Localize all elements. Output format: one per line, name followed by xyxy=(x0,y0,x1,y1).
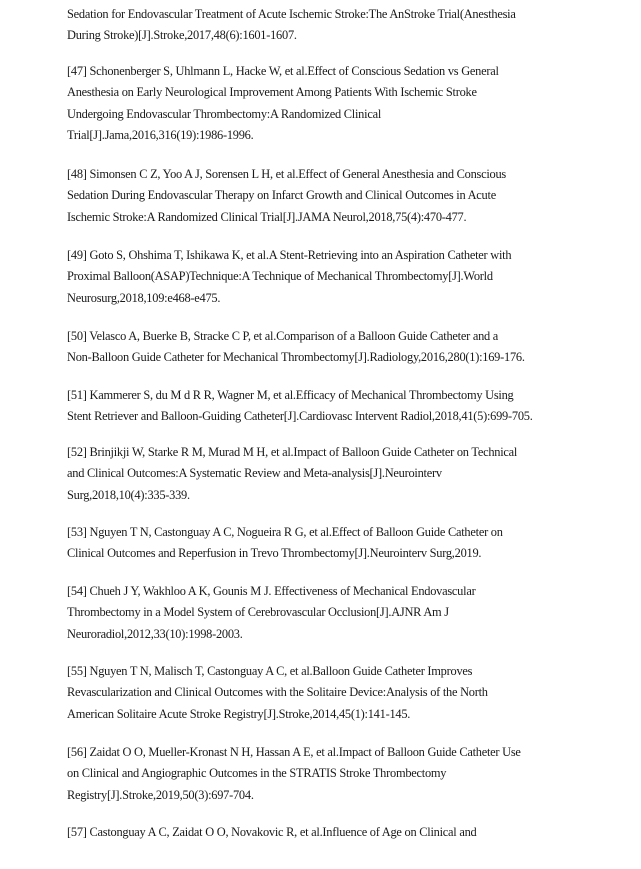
reference-line: [50] Velasco A, Buerke B, Stracke C P, et al.Comparison of a Balloon Guide Catheter and a xyxy=(67,329,499,343)
reference-line: [57] Castonguay A C, Zaidat O O, Novakovic R, et al.Influence of Age on Clinical and xyxy=(67,825,477,839)
reference-line: Proximal Balloon(ASAP)Technique:A Technique of Mechanical Thrombectomy[J].World xyxy=(67,269,493,284)
reference-line: [54] Chueh J Y, Wakhloo A K, Gounis M J. Effectiveness of Mechanical Endovascular xyxy=(67,584,476,598)
reference-56 xyxy=(67,742,521,806)
reference-line: Thrombectomy in a Model System of Cerebrovascular Occlusion[J].AJNR Am J xyxy=(67,605,449,620)
reference-57 xyxy=(67,822,476,843)
reference-line: Surg,2018,10(4):335-339. xyxy=(67,487,190,502)
reference-line: Non-Balloon Guide Catheter for Mechanical Thrombectomy[J].Radiology,2016,280(1):169-176. xyxy=(67,350,525,365)
reference-line: Neuroradiol,2012,33(10):1998-2003. xyxy=(67,626,243,641)
reference-line: [48] Simonsen C Z, Yoo A J, Sorensen L H, et al.Effect of General Anesthesia and Conscious xyxy=(67,167,506,181)
reference-line: [47] Schonenberger S, Uhlmann L, Hacke W, et al.Effect of Conscious Sedation vs General xyxy=(67,64,499,78)
reference-line: [49] Goto S, Ohshima T, Ishikawa K, et al.A Stent-Retrieving into an Aspiration Catheter with xyxy=(67,248,512,262)
reference-line: [52] Brinjikji W, Starke R M, Murad M H, et al.Impact of Balloon Guide Catheter on Technical xyxy=(67,445,518,459)
reference-line: Neurosurg,2018,109:e468-e475. xyxy=(67,290,221,305)
reference-line: Sedation During Endovascular Therapy on Infarct Growth and Clinical Outcomes in Acute xyxy=(67,188,496,203)
reference-line: on Clinical and Angiographic Outcomes in the STRATIS Stroke Thrombectomy xyxy=(67,766,447,781)
reference-53 xyxy=(67,522,503,565)
reference-50 xyxy=(67,326,525,369)
reference-48 xyxy=(67,164,506,228)
reference-line: During Stroke)[J].Stroke,2017,48(6):1601-1607. xyxy=(67,28,297,43)
reference-54 xyxy=(67,581,475,645)
reference-line: Anesthesia on Early Neurological Improvement Among Patients With Ischemic Stroke xyxy=(67,85,477,100)
reference-line: Stent Retriever and Balloon-Guiding Catheter[J].Cardiovasc Intervent Radiol,2018,41(5):699-705. xyxy=(67,409,533,424)
reference-line: Revascularization and Clinical Outcomes with the Solitaire Device:Analysis of the North xyxy=(67,685,488,700)
reference-line: Ischemic Stroke:A Randomized Clinical Trial[J].JAMA Neurol,2018,75(4):470-477. xyxy=(67,209,467,224)
reference-line: [53] Nguyen T N, Castonguay A C, Nogueira R G, et al.Effect of Balloon Guide Catheter on xyxy=(67,525,503,539)
reference-line: Undergoing Endovascular Thrombectomy:A Randomized Clinical xyxy=(67,106,382,121)
reference-line: Registry[J].Stroke,2019,50(3):697-704. xyxy=(67,787,254,802)
reference-51 xyxy=(67,385,533,428)
reference-line: Trial[J].Jama,2016,316(19):1986-1996. xyxy=(67,127,254,142)
reference-line: [51] Kammerer S, du M d R R, Wagner M, et al.Efficacy of Mechanical Thrombectomy Using xyxy=(67,388,514,402)
reference-47 xyxy=(67,61,499,146)
reference-49 xyxy=(67,245,511,309)
reference-52 xyxy=(67,442,517,506)
reference-55 xyxy=(67,661,488,725)
reference-line: [55] Nguyen T N, Malisch T, Castonguay A C, et al.Balloon Guide Catheter Improves xyxy=(67,664,473,678)
reference-line: American Solitaire Acute Stroke Registry[J].Stroke,2014,45(1):141-145. xyxy=(67,706,411,721)
reference-line: Sedation for Endovascular Treatment of Acute Ischemic Stroke:The AnStroke Trial(Anesthesia xyxy=(67,7,516,21)
reference-46-continuation xyxy=(67,4,516,47)
reference-line: Clinical Outcomes and Reperfusion in Trevo Thrombectomy[J].Neurointerv Surg,2019. xyxy=(67,546,482,561)
reference-line: [56] Zaidat O O, Mueller-Kronast N H, Hassan A E, et al.Impact of Balloon Guide Catheter Use xyxy=(67,745,521,759)
reference-line: and Clinical Outcomes:A Systematic Review and Meta-analysis[J].Neurointerv xyxy=(67,466,442,481)
